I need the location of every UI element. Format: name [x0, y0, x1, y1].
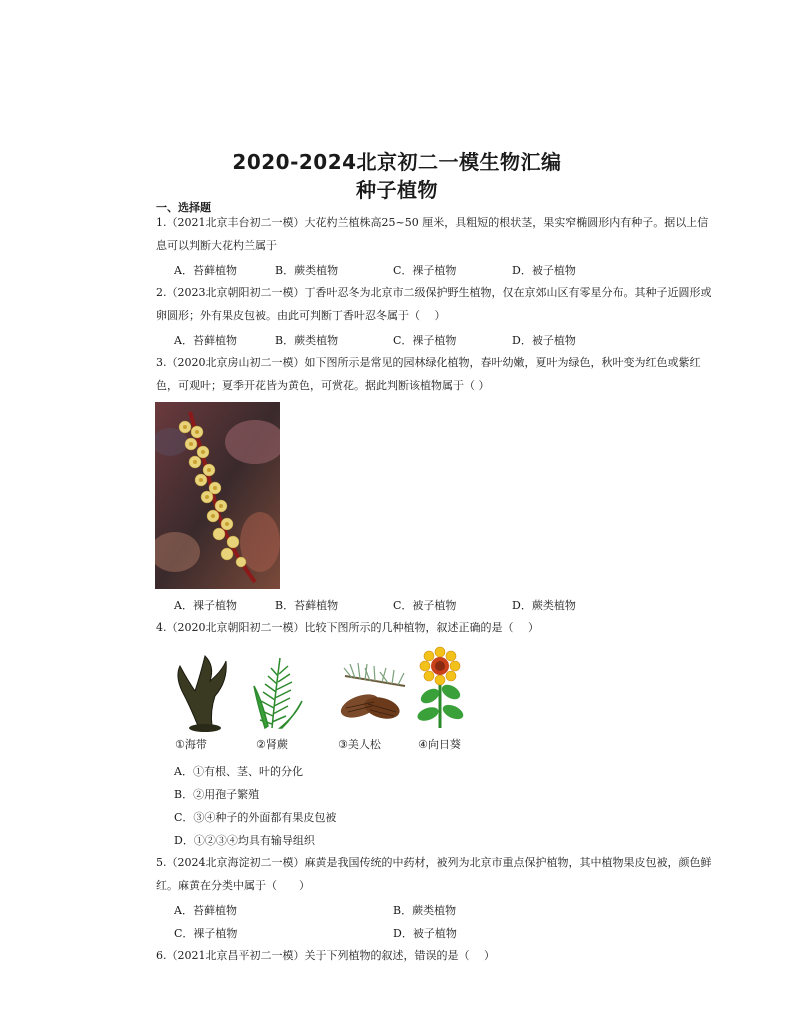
- q3-option-b: B．苔藓植物: [275, 599, 339, 612]
- q3-option-c: C．被子植物: [393, 599, 457, 612]
- question-4-text: 4.（2020北京朝阳初二一模）比较下图所示的几种植物，叙述正确的是（ ）: [156, 621, 539, 634]
- pine-illustration: [338, 663, 405, 722]
- fern-illustration: [254, 658, 302, 728]
- q2-option-c: C．裸子植物: [393, 334, 457, 347]
- caption-kelp: ①海带: [175, 738, 207, 751]
- caption-pine: ③美人松: [338, 738, 381, 751]
- q1-option-c: C．裸子植物: [393, 264, 457, 277]
- caption-sunflower: ④向日葵: [418, 738, 461, 751]
- barberry-photo: [155, 402, 280, 589]
- q2-option-b: B．蕨类植物: [275, 334, 339, 347]
- q5-option-b: B．蕨类植物: [393, 904, 457, 917]
- question-6-text: 6.（2021北京昌平初二一模）关于下列植物的叙述，错误的是（ ）: [156, 949, 495, 962]
- question-1-text: 1.（2021北京丰台初二一模）大花杓兰植株高25~50 厘米，具粗短的根状茎，果实窄椭圆形内有种子。据以上信息可以判断大花杓兰属于: [156, 216, 709, 252]
- q1-option-d: D．被子植物: [512, 264, 576, 277]
- caption-fern: ②肾蕨: [256, 738, 288, 751]
- q3-option-a: A．裸子植物: [174, 599, 237, 612]
- question-2-text: 2.（2023北京朝阳初二一模）丁香叶忍冬为北京市二级保护野生植物，仅在京郊山区有零星分布。其种子近圆形或卵圆形；外有果皮包被。由此可判断丁香叶忍冬属于（ ）: [156, 286, 712, 322]
- q4-option-a: A．①有根、茎、叶的分化: [174, 765, 303, 778]
- q4-option-d: D．①②③④均具有输导组织: [174, 834, 315, 847]
- sunflower-illustration: [416, 647, 466, 728]
- q3-option-d: D．蕨类植物: [512, 599, 576, 612]
- q5-option-a: A．苔藓植物: [174, 904, 237, 917]
- question-3-text: 3.（2020北京房山初二一模）如下图所示是常见的园林绿化植物，春叶幼嫩，夏叶为绿色，秋叶变为红色或紫红色，可观叶；夏季开花皆为黄色，可赏花。据此判断该植物属于（ ）: [156, 356, 701, 392]
- q2-option-d: D．被子植物: [512, 334, 576, 347]
- q2-option-a: A．苔藓植物: [174, 334, 237, 347]
- q1-option-a: A．苔藓植物: [174, 264, 237, 277]
- q1-option-b: B．蕨类植物: [275, 264, 339, 277]
- q4-option-b: B．②用孢子繁殖: [174, 788, 260, 801]
- document-subtitle: 种子植物: [356, 178, 438, 202]
- q4-option-c: C．③④种子的外面都有果皮包被: [174, 811, 337, 824]
- kelp-illustration: [178, 656, 226, 732]
- section-heading: 一、选择题: [156, 201, 211, 214]
- question-5-text: 5.（2024北京海淀初二一模）麻黄是我国传统的中药材，被列为北京市重点保护植物，其中植物果皮包被，颜色鲜红。麻黄在分类中属于（ ）: [156, 856, 712, 892]
- q5-option-d: D．被子植物: [393, 927, 457, 940]
- document-title: 2020-2024北京初二一模生物汇编: [232, 150, 562, 174]
- q5-option-c: C．裸子植物: [174, 927, 238, 940]
